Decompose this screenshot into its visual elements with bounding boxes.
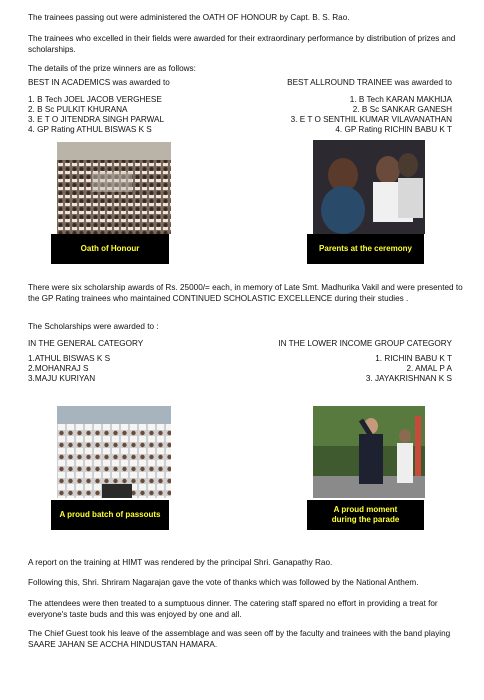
list-item: 2.MOHANRAJ S (28, 364, 89, 373)
oath-caption: Oath of Honour (51, 234, 169, 264)
lower-income-heading: IN THE LOWER INCOME GROUP CATEGORY (278, 339, 452, 348)
leave-paragraph: The Chief Guest took his leave of the assemblage and was seen off by the faculty and trainees with the band playing SAARE JAHAN SE ACCHA HINDUSTAN HAMARA. (28, 629, 451, 649)
parade-photo (313, 406, 425, 498)
thanks-paragraph: Following this, Shri. Shriram Nagarajan gave the vote of thanks which was followed by the National Anthem. (28, 578, 419, 587)
list-item: 1.ATHUL BISWAS K S (28, 354, 111, 363)
excelled-paragraph: The trainees who excelled in their fields were awarded for their extraordinary performance by distribution of prizes and scholarships. (28, 34, 456, 54)
list-item: 1. B Tech JOEL JACOB VERGHESE (28, 95, 162, 104)
list-item: 3. E T O SENTHIL KUMAR VILAVANATHAN (290, 115, 452, 124)
parents-caption: Parents at the ceremony (307, 234, 424, 264)
list-item: 1. RICHIN BABU K T (375, 354, 452, 363)
scholarship-heading: The Scholarships were awarded to : (28, 322, 159, 331)
details-paragraph: The details of the prize winners are as follows: (28, 64, 196, 73)
academics-heading: BEST IN ACADEMICS was awarded to (28, 78, 170, 87)
dinner-paragraph: The attendees were then treated to a sumptuous dinner. The catering staff spared no effort in providing a treat for everyone's taste buds and this was enjoyed by one and all. (28, 599, 438, 619)
list-item: 2. B Sc SANKAR GANESH (352, 105, 452, 114)
general-list (28, 354, 110, 384)
list-item: 2. AMAL P A (406, 364, 452, 373)
list-item: 3. E T O JITENDRA SINGH PARWAL (28, 115, 165, 124)
parade-caption: A proud moment during the parade (307, 500, 424, 530)
list-item: 4. GP Rating ATHUL BISWAS K S (28, 125, 152, 134)
allround-heading: BEST ALLROUND TRAINEE was awarded to (287, 78, 452, 87)
lower-income-list (366, 354, 452, 384)
report-paragraph: A report on the training at HIMT was rendered by the principal Shri. Ganapathy Rao. (28, 558, 333, 567)
list-item: 1. B Tech KARAN MAKHIJA (349, 95, 452, 104)
allround-list (291, 95, 452, 135)
academics-list (28, 95, 164, 135)
list-item: 3. JAYAKRISHNAN K S (365, 374, 452, 383)
batch-caption: A proud batch of passouts (51, 500, 169, 530)
list-item: 3.MAJU KURIYAN (28, 374, 96, 383)
batch-photo (57, 406, 171, 498)
parents-photo (313, 140, 425, 234)
list-item: 4. GP Rating RICHIN BABU K T (335, 125, 452, 134)
list-item: 2. B Sc PULKIT KHURANA (28, 105, 128, 114)
general-heading: IN THE GENERAL CATEGORY (28, 339, 144, 348)
scholarship-paragraph: There were six scholarship awards of Rs. 25000/= each, in memory of Late Smt. Madhurika Vakil and were presented to the GP Rating trainees who maintained CONTINUED SCHOLASTIC EXCELLENCE during their studies . (28, 283, 463, 303)
oath-paragraph: The trainees passing out were administered the OATH OF HONOUR by Capt. B. S. Rao. (28, 13, 350, 22)
oath-photo (57, 142, 171, 234)
